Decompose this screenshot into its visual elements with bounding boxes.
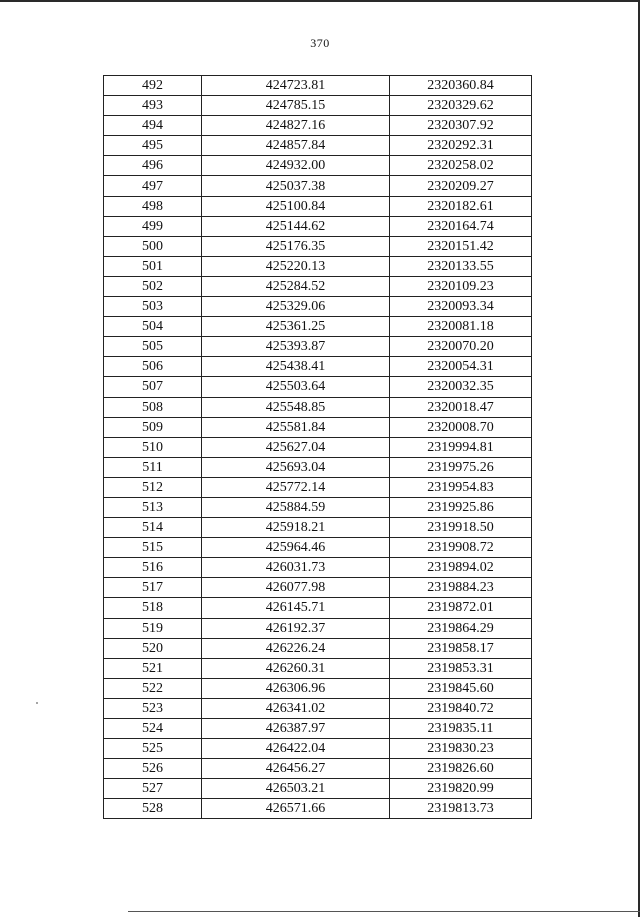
x-coordinate-cell: 426145.71	[202, 598, 390, 618]
y-coordinate-cell: 2319975.26	[390, 457, 532, 477]
table-row	[104, 759, 532, 779]
x-coordinate-cell: 426226.24	[202, 638, 390, 658]
point-id-cell: 505	[104, 337, 202, 357]
x-coordinate-cell: 425393.87	[202, 337, 390, 357]
table-row	[104, 116, 532, 136]
page-number: 370	[310, 36, 330, 50]
y-coordinate-cell: 2320070.20	[390, 337, 532, 357]
x-coordinate-cell: 425037.38	[202, 176, 390, 196]
x-coordinate-cell: 426306.96	[202, 678, 390, 698]
point-id-cell: 507	[104, 377, 202, 397]
x-coordinate-cell: 425627.04	[202, 437, 390, 457]
y-coordinate-cell: 2319813.73	[390, 799, 532, 819]
x-coordinate-cell: 426260.31	[202, 658, 390, 678]
x-coordinate-cell: 426422.04	[202, 739, 390, 759]
table-row	[104, 518, 532, 538]
x-coordinate-cell: 425220.13	[202, 256, 390, 276]
x-coordinate-cell: 425693.04	[202, 457, 390, 477]
table-row	[104, 337, 532, 357]
y-coordinate-cell: 2320182.61	[390, 196, 532, 216]
x-coordinate-cell: 426341.02	[202, 698, 390, 718]
point-id-cell: 513	[104, 497, 202, 517]
y-coordinate-cell: 2320133.55	[390, 256, 532, 276]
x-coordinate-cell: 425438.41	[202, 357, 390, 377]
point-id-cell: 521	[104, 658, 202, 678]
y-coordinate-cell: 2320109.23	[390, 276, 532, 296]
point-id-cell: 503	[104, 297, 202, 317]
table-row	[104, 638, 532, 658]
point-id-cell: 516	[104, 558, 202, 578]
point-id-cell: 508	[104, 397, 202, 417]
table-row	[104, 317, 532, 337]
point-id-cell: 497	[104, 176, 202, 196]
x-coordinate-cell: 425581.84	[202, 417, 390, 437]
table-row	[104, 477, 532, 497]
table-row	[104, 96, 532, 116]
point-id-cell: 518	[104, 598, 202, 618]
point-id-cell: 504	[104, 317, 202, 337]
x-coordinate-cell: 425772.14	[202, 477, 390, 497]
x-coordinate-cell: 426192.37	[202, 618, 390, 638]
x-coordinate-cell: 425964.46	[202, 538, 390, 558]
point-id-cell: 495	[104, 136, 202, 156]
point-id-cell: 519	[104, 618, 202, 638]
table-row	[104, 276, 532, 296]
y-coordinate-cell: 2319840.72	[390, 698, 532, 718]
table-row	[104, 678, 532, 698]
table-row	[104, 357, 532, 377]
table-row	[104, 196, 532, 216]
table-row	[104, 437, 532, 457]
point-id-cell: 501	[104, 256, 202, 276]
table-row	[104, 397, 532, 417]
point-id-cell: 515	[104, 538, 202, 558]
y-coordinate-cell: 2319908.72	[390, 538, 532, 558]
point-id-cell: 492	[104, 76, 202, 96]
x-coordinate-cell: 425176.35	[202, 236, 390, 256]
y-coordinate-cell: 2319853.31	[390, 658, 532, 678]
table-row	[104, 779, 532, 799]
y-coordinate-cell: 2320329.62	[390, 96, 532, 116]
x-coordinate-cell: 426456.27	[202, 759, 390, 779]
table-row	[104, 216, 532, 236]
table-row	[104, 739, 532, 759]
table-row	[104, 297, 532, 317]
scan-border-top	[0, 0, 640, 2]
table-row	[104, 799, 532, 819]
x-coordinate-cell: 426387.97	[202, 719, 390, 739]
x-coordinate-cell: 424857.84	[202, 136, 390, 156]
coordinate-table	[103, 75, 532, 819]
y-coordinate-cell: 2319845.60	[390, 678, 532, 698]
table-row	[104, 417, 532, 437]
y-coordinate-cell: 2320360.84	[390, 76, 532, 96]
table-row	[104, 658, 532, 678]
point-id-cell: 528	[104, 799, 202, 819]
y-coordinate-cell: 2319954.83	[390, 477, 532, 497]
y-coordinate-cell: 2319858.17	[390, 638, 532, 658]
y-coordinate-cell: 2319894.02	[390, 558, 532, 578]
x-coordinate-cell: 425548.85	[202, 397, 390, 417]
y-coordinate-cell: 2320032.35	[390, 377, 532, 397]
x-coordinate-cell: 426571.66	[202, 799, 390, 819]
point-id-cell: 493	[104, 96, 202, 116]
y-coordinate-cell: 2320093.34	[390, 297, 532, 317]
y-coordinate-cell: 2320081.18	[390, 317, 532, 337]
table-row	[104, 618, 532, 638]
point-id-cell: 510	[104, 437, 202, 457]
y-coordinate-cell: 2319826.60	[390, 759, 532, 779]
scan-bottom-line	[128, 911, 640, 912]
point-id-cell: 517	[104, 578, 202, 598]
x-coordinate-cell: 424932.00	[202, 156, 390, 176]
y-coordinate-cell: 2320018.47	[390, 397, 532, 417]
y-coordinate-cell: 2320258.02	[390, 156, 532, 176]
table-row	[104, 256, 532, 276]
table-row	[104, 156, 532, 176]
table-row	[104, 457, 532, 477]
point-id-cell: 509	[104, 417, 202, 437]
table-row	[104, 598, 532, 618]
x-coordinate-cell: 424723.81	[202, 76, 390, 96]
table-row	[104, 578, 532, 598]
point-id-cell: 496	[104, 156, 202, 176]
table-row	[104, 176, 532, 196]
y-coordinate-cell: 2319918.50	[390, 518, 532, 538]
point-id-cell: 514	[104, 518, 202, 538]
coordinate-table-body	[104, 76, 532, 819]
point-id-cell: 502	[104, 276, 202, 296]
point-id-cell: 498	[104, 196, 202, 216]
x-coordinate-cell: 425284.52	[202, 276, 390, 296]
x-coordinate-cell: 425503.64	[202, 377, 390, 397]
y-coordinate-cell: 2319994.81	[390, 437, 532, 457]
point-id-cell: 526	[104, 759, 202, 779]
y-coordinate-cell: 2320008.70	[390, 417, 532, 437]
x-coordinate-cell: 425329.06	[202, 297, 390, 317]
y-coordinate-cell: 2320292.31	[390, 136, 532, 156]
y-coordinate-cell: 2320307.92	[390, 116, 532, 136]
scan-speck	[36, 702, 38, 704]
x-coordinate-cell: 424785.15	[202, 96, 390, 116]
table-row	[104, 538, 532, 558]
point-id-cell: 506	[104, 357, 202, 377]
table-row	[104, 377, 532, 397]
y-coordinate-cell: 2320151.42	[390, 236, 532, 256]
table-row	[104, 76, 532, 96]
y-coordinate-cell: 2319864.29	[390, 618, 532, 638]
x-coordinate-cell: 426031.73	[202, 558, 390, 578]
y-coordinate-cell: 2320164.74	[390, 216, 532, 236]
x-coordinate-cell: 425144.62	[202, 216, 390, 236]
table-row	[104, 719, 532, 739]
y-coordinate-cell: 2319835.11	[390, 719, 532, 739]
x-coordinate-cell: 425361.25	[202, 317, 390, 337]
y-coordinate-cell: 2320054.31	[390, 357, 532, 377]
y-coordinate-cell: 2319925.86	[390, 497, 532, 517]
y-coordinate-cell: 2319830.23	[390, 739, 532, 759]
y-coordinate-cell: 2319872.01	[390, 598, 532, 618]
y-coordinate-cell: 2319820.99	[390, 779, 532, 799]
x-coordinate-cell: 425884.59	[202, 497, 390, 517]
table-row	[104, 558, 532, 578]
table-row	[104, 698, 532, 718]
x-coordinate-cell: 425100.84	[202, 196, 390, 216]
point-id-cell: 520	[104, 638, 202, 658]
table-row	[104, 497, 532, 517]
point-id-cell: 523	[104, 698, 202, 718]
table-row	[104, 136, 532, 156]
point-id-cell: 500	[104, 236, 202, 256]
point-id-cell: 499	[104, 216, 202, 236]
x-coordinate-cell: 425918.21	[202, 518, 390, 538]
x-coordinate-cell: 426503.21	[202, 779, 390, 799]
y-coordinate-cell: 2319884.23	[390, 578, 532, 598]
x-coordinate-cell: 424827.16	[202, 116, 390, 136]
point-id-cell: 522	[104, 678, 202, 698]
point-id-cell: 512	[104, 477, 202, 497]
x-coordinate-cell: 426077.98	[202, 578, 390, 598]
point-id-cell: 524	[104, 719, 202, 739]
point-id-cell: 511	[104, 457, 202, 477]
y-coordinate-cell: 2320209.27	[390, 176, 532, 196]
point-id-cell: 525	[104, 739, 202, 759]
point-id-cell: 527	[104, 779, 202, 799]
point-id-cell: 494	[104, 116, 202, 136]
table-row	[104, 236, 532, 256]
